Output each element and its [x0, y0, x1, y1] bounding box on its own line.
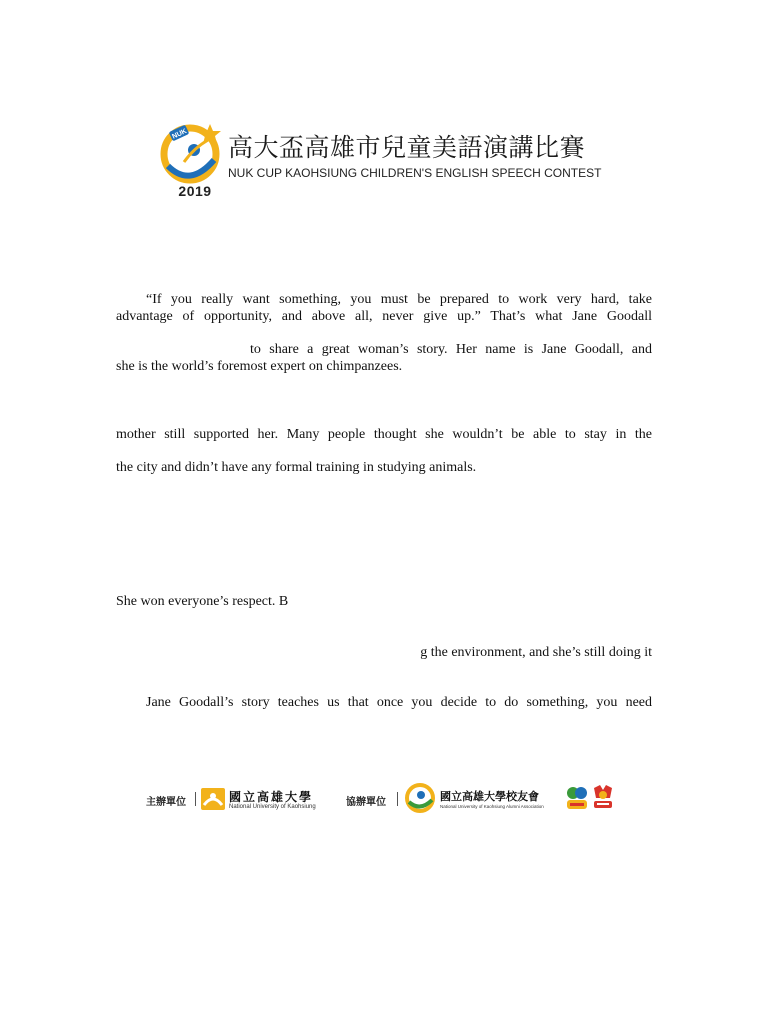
alumni-logo-icon [404, 782, 436, 814]
mascot-logo-icon [565, 784, 589, 812]
speech-line: the city and didn’t have any formal training in studying animals. [116, 460, 477, 475]
speech-line: to share a great woman’s story. Her name is Jane Goodall, and [250, 342, 652, 357]
footer-divider [195, 792, 196, 806]
organizer-label: 主辦單位 [146, 797, 186, 808]
university-name: 國立高雄大學 [229, 790, 314, 804]
university-logo-icon [200, 787, 226, 811]
speech-line: she is the world’s foremost expert on chimpanzees. [116, 359, 403, 374]
footer-divider [397, 792, 398, 806]
speech-line: g the environment, and she’s still doing it [420, 645, 652, 660]
contest-year: 2019 [178, 183, 212, 199]
alumni-association-name-en: National University of Kaohsiung Alumni Association [440, 804, 544, 809]
speech-line: She won everyone’s respect. B [116, 594, 289, 609]
university-name-en: National University of Kaohsiung [229, 804, 316, 810]
speech-line: mother still supported her. Many people thought she wouldn’t be able to stay in the [116, 427, 652, 442]
english-badge-icon [591, 784, 615, 812]
alumni-association-name: 國立高雄大學校友會 [440, 790, 539, 803]
speech-line: “If you really want something, you must be prepared to work very hard, take [146, 292, 652, 307]
speech-line: Jane Goodall’s story teaches us that once you decide to do something, you need [146, 695, 652, 710]
contest-title-en: NUK CUP KAOHSIUNG CHILDREN'S ENGLISH SPEECH CONTEST [228, 166, 602, 180]
co-organizer-label: 協辦單位 [346, 797, 386, 808]
contest-title-zh: 高大盃高雄市兒童美語演講比賽 [228, 133, 586, 162]
speech-line: advantage of opportunity, and above all, never give up.” That’s what Jane Goodall [116, 309, 652, 324]
logo-badge-text: NUK [171, 127, 188, 141]
